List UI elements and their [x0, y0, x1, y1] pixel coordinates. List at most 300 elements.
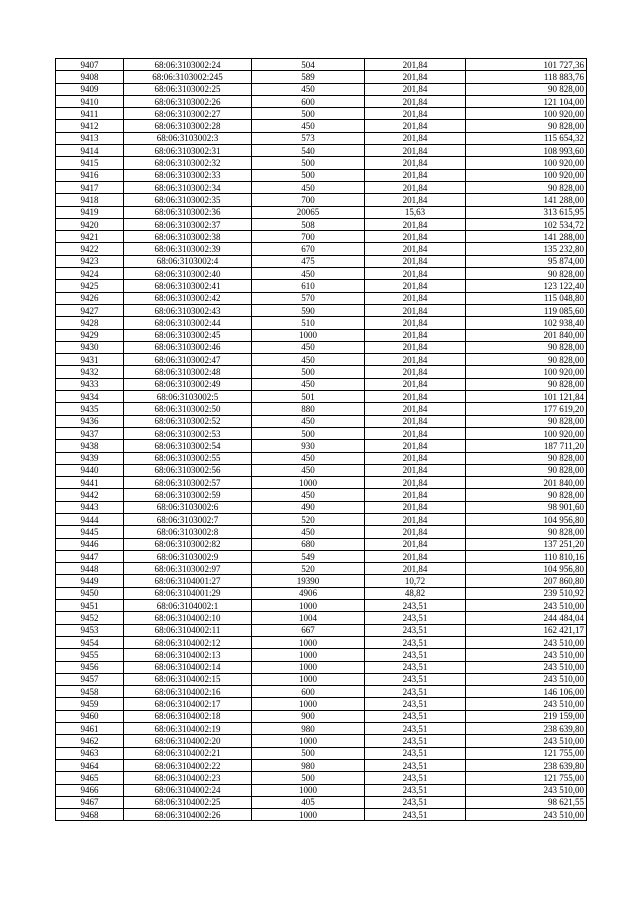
rate-cell: 201,84: [365, 280, 466, 292]
area-cell: 4906: [252, 587, 365, 599]
rate-cell: 201,84: [365, 132, 466, 144]
area-cell: 510: [252, 317, 365, 329]
table-row: [56, 489, 587, 501]
value-cell: 101 727,36: [466, 59, 587, 71]
table-row: [56, 809, 587, 821]
rate-cell: 201,84: [365, 317, 466, 329]
row-number-cell: 9454: [56, 636, 124, 648]
row-number-cell: 9417: [56, 181, 124, 193]
rate-cell: 201,84: [365, 391, 466, 403]
rate-cell: 201,84: [365, 181, 466, 193]
table-row: [56, 59, 587, 71]
table-row: [56, 600, 587, 612]
cadastral-number-cell: 68:06:3103002:54: [124, 440, 252, 452]
rate-cell: 201,84: [365, 145, 466, 157]
value-cell: 90 828,00: [466, 83, 587, 95]
row-number-cell: 9440: [56, 464, 124, 476]
row-number-cell: 9416: [56, 169, 124, 181]
rate-cell: 201,84: [365, 108, 466, 120]
row-number-cell: 9453: [56, 624, 124, 636]
rate-cell: 201,84: [365, 464, 466, 476]
area-cell: 610: [252, 280, 365, 292]
rate-cell: 201,84: [365, 329, 466, 341]
row-number-cell: 9459: [56, 698, 124, 710]
row-number-cell: 9435: [56, 403, 124, 415]
rate-cell: 201,84: [365, 292, 466, 304]
area-cell: 570: [252, 292, 365, 304]
rate-cell: 201,84: [365, 550, 466, 562]
table-row: [56, 673, 587, 685]
cadastral-number-cell: 68:06:3104002:17: [124, 698, 252, 710]
cadastral-number-cell: 68:06:3103002:59: [124, 489, 252, 501]
area-cell: 500: [252, 169, 365, 181]
row-number-cell: 9432: [56, 366, 124, 378]
table-row: [56, 538, 587, 550]
cadastral-number-cell: 68:06:3104002:14: [124, 661, 252, 673]
cadastral-number-cell: 68:06:3103002:97: [124, 563, 252, 575]
row-number-cell: 9436: [56, 415, 124, 427]
rate-cell: 201,84: [365, 304, 466, 316]
value-cell: 104 956,80: [466, 513, 587, 525]
table-row: [56, 710, 587, 722]
cadastral-number-cell: 68:06:3103002:32: [124, 157, 252, 169]
row-number-cell: 9409: [56, 83, 124, 95]
value-cell: 243 510,00: [466, 735, 587, 747]
cadastral-number-cell: 68:06:3103002:49: [124, 378, 252, 390]
cadastral-number-cell: 68:06:3103002:24: [124, 59, 252, 71]
row-number-cell: 9415: [56, 157, 124, 169]
rate-cell: 243,51: [365, 698, 466, 710]
cadastral-number-cell: 68:06:3104002:1: [124, 600, 252, 612]
cadastral-number-cell: 68:06:3103002:41: [124, 280, 252, 292]
row-number-cell: 9462: [56, 735, 124, 747]
row-number-cell: 9444: [56, 513, 124, 525]
area-cell: 1000: [252, 477, 365, 489]
rate-cell: 201,84: [365, 366, 466, 378]
value-cell: 313 615,95: [466, 206, 587, 218]
value-cell: 90 828,00: [466, 489, 587, 501]
area-cell: 19390: [252, 575, 365, 587]
table-row: [56, 550, 587, 562]
area-cell: 1004: [252, 612, 365, 624]
row-number-cell: 9419: [56, 206, 124, 218]
area-cell: 1000: [252, 698, 365, 710]
area-cell: 1000: [252, 735, 365, 747]
value-cell: 243 510,00: [466, 636, 587, 648]
cadastral-number-cell: 68:06:3104001:27: [124, 575, 252, 587]
cadastral-number-cell: 68:06:3103002:26: [124, 95, 252, 107]
area-cell: 450: [252, 464, 365, 476]
value-cell: 243 510,00: [466, 698, 587, 710]
row-number-cell: 9447: [56, 550, 124, 562]
table-row: [56, 378, 587, 390]
rate-cell: 201,84: [365, 403, 466, 415]
row-number-cell: 9439: [56, 452, 124, 464]
cadastral-number-cell: 68:06:3104002:19: [124, 723, 252, 735]
row-number-cell: 9450: [56, 587, 124, 599]
table-row: [56, 317, 587, 329]
value-cell: 90 828,00: [466, 181, 587, 193]
area-cell: 450: [252, 120, 365, 132]
value-cell: 98 621,55: [466, 796, 587, 808]
area-cell: 670: [252, 243, 365, 255]
cadastral-number-cell: 68:06:3103002:44: [124, 317, 252, 329]
rate-cell: 243,51: [365, 612, 466, 624]
rate-cell: 243,51: [365, 624, 466, 636]
value-cell: 90 828,00: [466, 526, 587, 538]
row-number-cell: 9441: [56, 477, 124, 489]
table-row: [56, 304, 587, 316]
rate-cell: 201,84: [365, 218, 466, 230]
table-row: [56, 759, 587, 771]
cadastral-value-table: [55, 58, 587, 821]
value-cell: 108 993,60: [466, 145, 587, 157]
table-row: [56, 686, 587, 698]
row-number-cell: 9442: [56, 489, 124, 501]
row-number-cell: 9428: [56, 317, 124, 329]
rate-cell: 243,51: [365, 600, 466, 612]
value-cell: 104 956,80: [466, 563, 587, 575]
table-row: [56, 83, 587, 95]
rate-cell: 201,84: [365, 157, 466, 169]
cadastral-number-cell: 68:06:3103002:35: [124, 194, 252, 206]
cadastral-number-cell: 68:06:3103002:43: [124, 304, 252, 316]
rate-cell: 243,51: [365, 723, 466, 735]
area-cell: 475: [252, 255, 365, 267]
area-cell: 1000: [252, 673, 365, 685]
row-number-cell: 9438: [56, 440, 124, 452]
table-row: [56, 132, 587, 144]
cadastral-number-cell: 68:06:3103002:31: [124, 145, 252, 157]
cadastral-number-cell: 68:06:3104002:25: [124, 796, 252, 808]
row-number-cell: 9412: [56, 120, 124, 132]
table-row: [56, 563, 587, 575]
rate-cell: 243,51: [365, 735, 466, 747]
value-cell: 201 840,00: [466, 477, 587, 489]
cadastral-number-cell: 68:06:3103002:57: [124, 477, 252, 489]
value-cell: 90 828,00: [466, 464, 587, 476]
table-row: [56, 255, 587, 267]
value-cell: 243 510,00: [466, 809, 587, 821]
table-row: [56, 784, 587, 796]
table-row: [56, 513, 587, 525]
value-cell: 177 619,20: [466, 403, 587, 415]
table-row: [56, 723, 587, 735]
cadastral-number-cell: 68:06:3103002:82: [124, 538, 252, 550]
table-row: [56, 587, 587, 599]
table-row: [56, 796, 587, 808]
value-cell: 243 510,00: [466, 661, 587, 673]
row-number-cell: 9461: [56, 723, 124, 735]
area-cell: 700: [252, 194, 365, 206]
area-cell: 520: [252, 563, 365, 575]
rate-cell: 243,51: [365, 673, 466, 685]
table-row: [56, 526, 587, 538]
rate-cell: 201,84: [365, 415, 466, 427]
cadastral-number-cell: 68:06:3104002:11: [124, 624, 252, 636]
value-cell: 239 510,92: [466, 587, 587, 599]
area-cell: 900: [252, 710, 365, 722]
table-body: [56, 59, 587, 821]
table-row: [56, 427, 587, 439]
row-number-cell: 9463: [56, 747, 124, 759]
row-number-cell: 9430: [56, 341, 124, 353]
rate-cell: 243,51: [365, 710, 466, 722]
value-cell: 141 288,00: [466, 194, 587, 206]
table-row: [56, 612, 587, 624]
value-cell: 121 755,00: [466, 747, 587, 759]
rate-cell: 243,51: [365, 772, 466, 784]
area-cell: 500: [252, 108, 365, 120]
area-cell: 880: [252, 403, 365, 415]
row-number-cell: 9411: [56, 108, 124, 120]
row-number-cell: 9431: [56, 354, 124, 366]
value-cell: 90 828,00: [466, 378, 587, 390]
rate-cell: 201,84: [365, 489, 466, 501]
table-row: [56, 181, 587, 193]
rate-cell: 201,84: [365, 255, 466, 267]
value-cell: 135 232,80: [466, 243, 587, 255]
cadastral-number-cell: 68:06:3103002:40: [124, 268, 252, 280]
rate-cell: 201,84: [365, 268, 466, 280]
row-number-cell: 9433: [56, 378, 124, 390]
area-cell: 930: [252, 440, 365, 452]
rate-cell: 201,84: [365, 427, 466, 439]
area-cell: 520: [252, 513, 365, 525]
area-cell: 450: [252, 354, 365, 366]
area-cell: 405: [252, 796, 365, 808]
rate-cell: 243,51: [365, 809, 466, 821]
table-row: [56, 108, 587, 120]
table-row: [56, 575, 587, 587]
table-row: [56, 329, 587, 341]
area-cell: 700: [252, 231, 365, 243]
cadastral-number-cell: 68:06:3103002:9: [124, 550, 252, 562]
cadastral-number-cell: 68:06:3103002:4: [124, 255, 252, 267]
rate-cell: 243,51: [365, 747, 466, 759]
table-row: [56, 772, 587, 784]
rate-cell: 201,84: [365, 563, 466, 575]
rate-cell: 201,84: [365, 95, 466, 107]
row-number-cell: 9407: [56, 59, 124, 71]
rate-cell: 201,84: [365, 83, 466, 95]
cadastral-number-cell: 68:06:3103002:52: [124, 415, 252, 427]
cadastral-number-cell: 68:06:3103002:50: [124, 403, 252, 415]
area-cell: 450: [252, 489, 365, 501]
rate-cell: 201,84: [365, 378, 466, 390]
table-row: [56, 391, 587, 403]
area-cell: 450: [252, 341, 365, 353]
table-row: [56, 120, 587, 132]
row-number-cell: 9446: [56, 538, 124, 550]
cadastral-number-cell: 68:06:3104002:10: [124, 612, 252, 624]
rate-cell: 201,84: [365, 538, 466, 550]
cadastral-number-cell: 68:06:3103002:45: [124, 329, 252, 341]
row-number-cell: 9408: [56, 71, 124, 83]
row-number-cell: 9424: [56, 268, 124, 280]
value-cell: 115 654,32: [466, 132, 587, 144]
area-cell: 20065: [252, 206, 365, 218]
row-number-cell: 9418: [56, 194, 124, 206]
table-row: [56, 341, 587, 353]
row-number-cell: 9460: [56, 710, 124, 722]
rate-cell: 201,84: [365, 513, 466, 525]
cadastral-number-cell: 68:06:3103002:37: [124, 218, 252, 230]
rate-cell: 201,84: [365, 231, 466, 243]
table-row: [56, 292, 587, 304]
table-row: [56, 624, 587, 636]
row-number-cell: 9445: [56, 526, 124, 538]
area-cell: 1000: [252, 661, 365, 673]
row-number-cell: 9410: [56, 95, 124, 107]
value-cell: 90 828,00: [466, 120, 587, 132]
cadastral-number-cell: 68:06:3103002:42: [124, 292, 252, 304]
row-number-cell: 9465: [56, 772, 124, 784]
row-number-cell: 9425: [56, 280, 124, 292]
value-cell: 98 901,60: [466, 501, 587, 513]
value-cell: 102 534,72: [466, 218, 587, 230]
cadastral-number-cell: 68:06:3103002:47: [124, 354, 252, 366]
value-cell: 141 288,00: [466, 231, 587, 243]
value-cell: 90 828,00: [466, 415, 587, 427]
table-row: [56, 157, 587, 169]
row-number-cell: 9451: [56, 600, 124, 612]
table-row: [56, 649, 587, 661]
value-cell: 238 639,80: [466, 723, 587, 735]
area-cell: 980: [252, 723, 365, 735]
table-row: [56, 747, 587, 759]
rate-cell: 243,51: [365, 636, 466, 648]
rate-cell: 201,84: [365, 71, 466, 83]
rate-cell: 201,84: [365, 59, 466, 71]
rate-cell: 201,84: [365, 169, 466, 181]
cadastral-number-cell: 68:06:3104002:13: [124, 649, 252, 661]
area-cell: 1000: [252, 649, 365, 661]
area-cell: 508: [252, 218, 365, 230]
cadastral-number-cell: 68:06:3104002:15: [124, 673, 252, 685]
rate-cell: 201,84: [365, 354, 466, 366]
cadastral-number-cell: 68:06:3104002:12: [124, 636, 252, 648]
cadastral-number-cell: 68:06:3103002:27: [124, 108, 252, 120]
value-cell: 243 510,00: [466, 600, 587, 612]
value-cell: 95 874,00: [466, 255, 587, 267]
rate-cell: 201,84: [365, 341, 466, 353]
cadastral-number-cell: 68:06:3103002:245: [124, 71, 252, 83]
row-number-cell: 9458: [56, 686, 124, 698]
rate-cell: 201,84: [365, 243, 466, 255]
value-cell: 110 810,16: [466, 550, 587, 562]
row-number-cell: 9423: [56, 255, 124, 267]
value-cell: 219 159,00: [466, 710, 587, 722]
value-cell: 243 510,00: [466, 784, 587, 796]
cadastral-number-cell: 68:06:3103002:36: [124, 206, 252, 218]
table-row: [56, 366, 587, 378]
area-cell: 450: [252, 181, 365, 193]
value-cell: 119 085,60: [466, 304, 587, 316]
row-number-cell: 9452: [56, 612, 124, 624]
rate-cell: 243,51: [365, 784, 466, 796]
area-cell: 500: [252, 427, 365, 439]
rate-cell: 48,82: [365, 587, 466, 599]
cadastral-number-cell: 68:06:3104002:20: [124, 735, 252, 747]
value-cell: 118 883,76: [466, 71, 587, 83]
rate-cell: 201,84: [365, 440, 466, 452]
table-row: [56, 735, 587, 747]
table-row: [56, 218, 587, 230]
row-number-cell: 9466: [56, 784, 124, 796]
row-number-cell: 9455: [56, 649, 124, 661]
area-cell: 600: [252, 95, 365, 107]
cadastral-number-cell: 68:06:3103002:38: [124, 231, 252, 243]
area-cell: 450: [252, 526, 365, 538]
area-cell: 490: [252, 501, 365, 513]
area-cell: 680: [252, 538, 365, 550]
cadastral-number-cell: 68:06:3103002:33: [124, 169, 252, 181]
value-cell: 90 828,00: [466, 354, 587, 366]
value-cell: 102 938,40: [466, 317, 587, 329]
cadastral-number-cell: 68:06:3104002:22: [124, 759, 252, 771]
cadastral-number-cell: 68:06:3103002:34: [124, 181, 252, 193]
table-row: [56, 698, 587, 710]
row-number-cell: 9449: [56, 575, 124, 587]
row-number-cell: 9422: [56, 243, 124, 255]
value-cell: 244 484,04: [466, 612, 587, 624]
value-cell: 100 920,00: [466, 157, 587, 169]
cadastral-number-cell: 68:06:3103002:8: [124, 526, 252, 538]
area-cell: 1000: [252, 784, 365, 796]
cadastral-number-cell: 68:06:3103002:53: [124, 427, 252, 439]
row-number-cell: 9413: [56, 132, 124, 144]
cadastral-number-cell: 68:06:3103002:28: [124, 120, 252, 132]
area-cell: 450: [252, 268, 365, 280]
table-row: [56, 95, 587, 107]
table-row: [56, 440, 587, 452]
area-cell: 573: [252, 132, 365, 144]
rate-cell: 201,84: [365, 194, 466, 206]
value-cell: 187 711,20: [466, 440, 587, 452]
table-row: [56, 464, 587, 476]
area-cell: 500: [252, 366, 365, 378]
row-number-cell: 9467: [56, 796, 124, 808]
area-cell: 450: [252, 452, 365, 464]
area-cell: 590: [252, 304, 365, 316]
area-cell: 450: [252, 415, 365, 427]
area-cell: 500: [252, 157, 365, 169]
rate-cell: 243,51: [365, 759, 466, 771]
table-row: [56, 636, 587, 648]
value-cell: 121 755,00: [466, 772, 587, 784]
value-cell: 100 920,00: [466, 427, 587, 439]
value-cell: 100 920,00: [466, 169, 587, 181]
rate-cell: 201,84: [365, 501, 466, 513]
value-cell: 238 639,80: [466, 759, 587, 771]
value-cell: 243 510,00: [466, 649, 587, 661]
area-cell: 501: [252, 391, 365, 403]
table-row: [56, 194, 587, 206]
value-cell: 90 828,00: [466, 452, 587, 464]
table-row: [56, 169, 587, 181]
cadastral-number-cell: 68:06:3103002:3: [124, 132, 252, 144]
area-cell: 600: [252, 686, 365, 698]
rate-cell: 201,84: [365, 120, 466, 132]
area-cell: 500: [252, 747, 365, 759]
table-row: [56, 501, 587, 513]
table-row: [56, 661, 587, 673]
area-cell: 1000: [252, 600, 365, 612]
area-cell: 1000: [252, 329, 365, 341]
row-number-cell: 9468: [56, 809, 124, 821]
cadastral-number-cell: 68:06:3103002:25: [124, 83, 252, 95]
